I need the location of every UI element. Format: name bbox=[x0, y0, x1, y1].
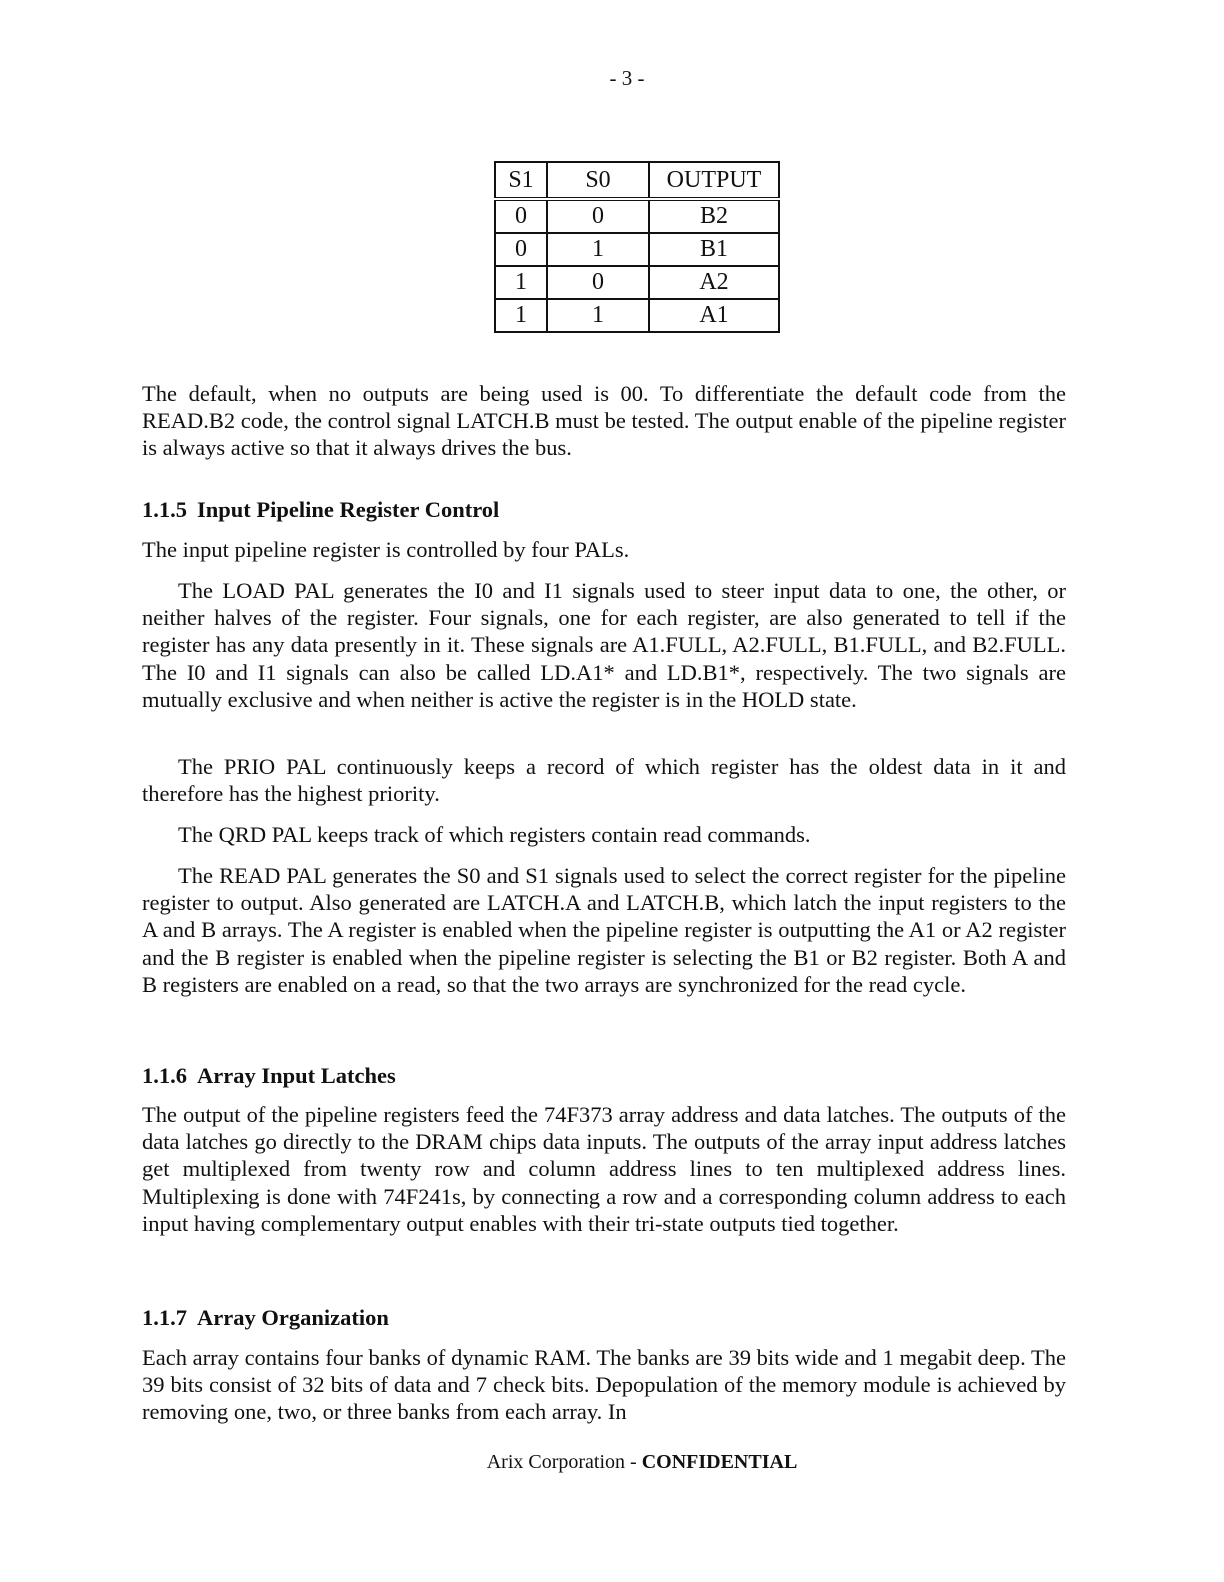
table-header-row bbox=[495, 162, 779, 199]
prio-pal-block bbox=[142, 753, 1066, 807]
load-pal-block bbox=[142, 577, 1066, 713]
default-code-paragraph: The default, when no outputs are being used is 00. To differentiate the default code from the READ.B2 code, the control signal LATCH.B must be tested. The output enable of the pipeline register is always active so that it always drives the bus. bbox=[142, 381, 1066, 461]
section-paragraph: The PRIO PAL continuously keeps a record of which register has the oldest data in it and therefore has the highest priority. bbox=[142, 754, 1066, 807]
section-1-1-7-heading bbox=[142, 1304, 1066, 1331]
cell-s1: 0 bbox=[495, 199, 547, 233]
cell-s0: 0 bbox=[547, 266, 649, 299]
cell-s0: 1 bbox=[547, 233, 649, 266]
table-row bbox=[495, 199, 779, 233]
cell-s1: 1 bbox=[495, 299, 547, 332]
select-truth-table bbox=[494, 161, 780, 333]
read-pal-block bbox=[142, 862, 1066, 998]
cell-output: B2 bbox=[649, 199, 779, 233]
section-1-1-7-body-block bbox=[142, 1344, 1066, 1426]
cell-s0: 1 bbox=[547, 299, 649, 332]
section-number: 1.1.6 bbox=[142, 1063, 187, 1088]
footer-company: Arix Corporation - bbox=[486, 1451, 637, 1473]
section-title: Array Input Latches bbox=[197, 1063, 396, 1088]
section-1-1-6-heading-block bbox=[142, 1062, 1066, 1089]
section-paragraph: The LOAD PAL generates the I0 and I1 signals used to steer input data to one, the other, or neither halves of the register. Four signals, one for each register, are also generated to tell if the register has any data presently in it. These signals are A1.FULL, A2.FULL, B1.FULL, and B2.FULL. The I0 and I1 signals can also be called LD.A1* and LD.B1*, respectively. The two signals are mutually exclusive and when neither is active the register is in the HOLD state. bbox=[142, 578, 1066, 712]
section-paragraph: Each array contains four banks of dynamic RAM. The banks are 39 bits wide and 1 megabit deep. The 39 bits consist of 32 bits of data and 7 check bits. Depopulation of the memory module is achieved by removing one, two, or three banks from each array. In bbox=[142, 1345, 1066, 1425]
header-output: OUTPUT bbox=[649, 162, 779, 199]
section-1-1-5-intro-block bbox=[142, 536, 1066, 563]
section-number: 1.1.5 bbox=[142, 497, 187, 522]
section-number: 1.1.7 bbox=[142, 1305, 187, 1330]
qrd-pal-block bbox=[142, 821, 1066, 848]
cell-output: A2 bbox=[649, 266, 779, 299]
cell-s0: 0 bbox=[547, 199, 649, 233]
footer-confidential-label: CONFIDENTIAL bbox=[641, 1451, 798, 1473]
section-1-1-7-heading-block bbox=[142, 1304, 1066, 1331]
cell-s1: 0 bbox=[495, 233, 547, 266]
section-1-1-5-heading-block bbox=[142, 496, 1066, 523]
header-s0: S0 bbox=[547, 162, 649, 199]
section-title: Input Pipeline Register Control bbox=[197, 497, 500, 522]
section-title: Array Organization bbox=[197, 1305, 389, 1330]
cell-output: A1 bbox=[649, 299, 779, 332]
section-paragraph: The input pipeline register is controlled by four PALs. bbox=[142, 537, 630, 562]
page-footer bbox=[0, 1451, 1224, 1474]
default-code-block bbox=[142, 380, 1066, 462]
table-row bbox=[495, 299, 779, 332]
cell-output: B1 bbox=[649, 233, 779, 266]
page-number: - 3 - bbox=[609, 66, 645, 90]
header-s1: S1 bbox=[495, 162, 547, 199]
section-paragraph: The READ PAL generates the S0 and S1 signals used to select the correct register for the pipeline register to output. Also generated are LATCH.A and LATCH.B, which latch the input registers to the A and B arrays. The A register is enabled when the pipeline register is outputting the A1 or A2 register and the B register is enabled when the pipeline register is selecting the B1 or B2 register. Both A and B registers are enabled on a read, so that the two arrays are synchronized for the read cycle. bbox=[142, 863, 1066, 997]
section-1-1-6-body-block bbox=[142, 1101, 1066, 1237]
section-1-1-6-heading bbox=[142, 1062, 1066, 1089]
table-row bbox=[495, 233, 779, 266]
cell-s1: 1 bbox=[495, 266, 547, 299]
section-paragraph: The output of the pipeline registers feed the 74F373 array address and data latches. The outputs of the data latches go directly to the DRAM chips data inputs. The outputs of the array input address latches get multiplexed from twenty row and column address lines to ten multiplexed address lines. Multiplexing is done with 74F241s, by connecting a row and a corresponding column address to each input having complementary output enables with their tri-state outputs tied together. bbox=[142, 1102, 1066, 1236]
section-1-1-5-heading bbox=[142, 496, 1066, 523]
section-paragraph: The QRD PAL keeps track of which registers contain read commands. bbox=[178, 822, 811, 847]
table-row bbox=[495, 266, 779, 299]
